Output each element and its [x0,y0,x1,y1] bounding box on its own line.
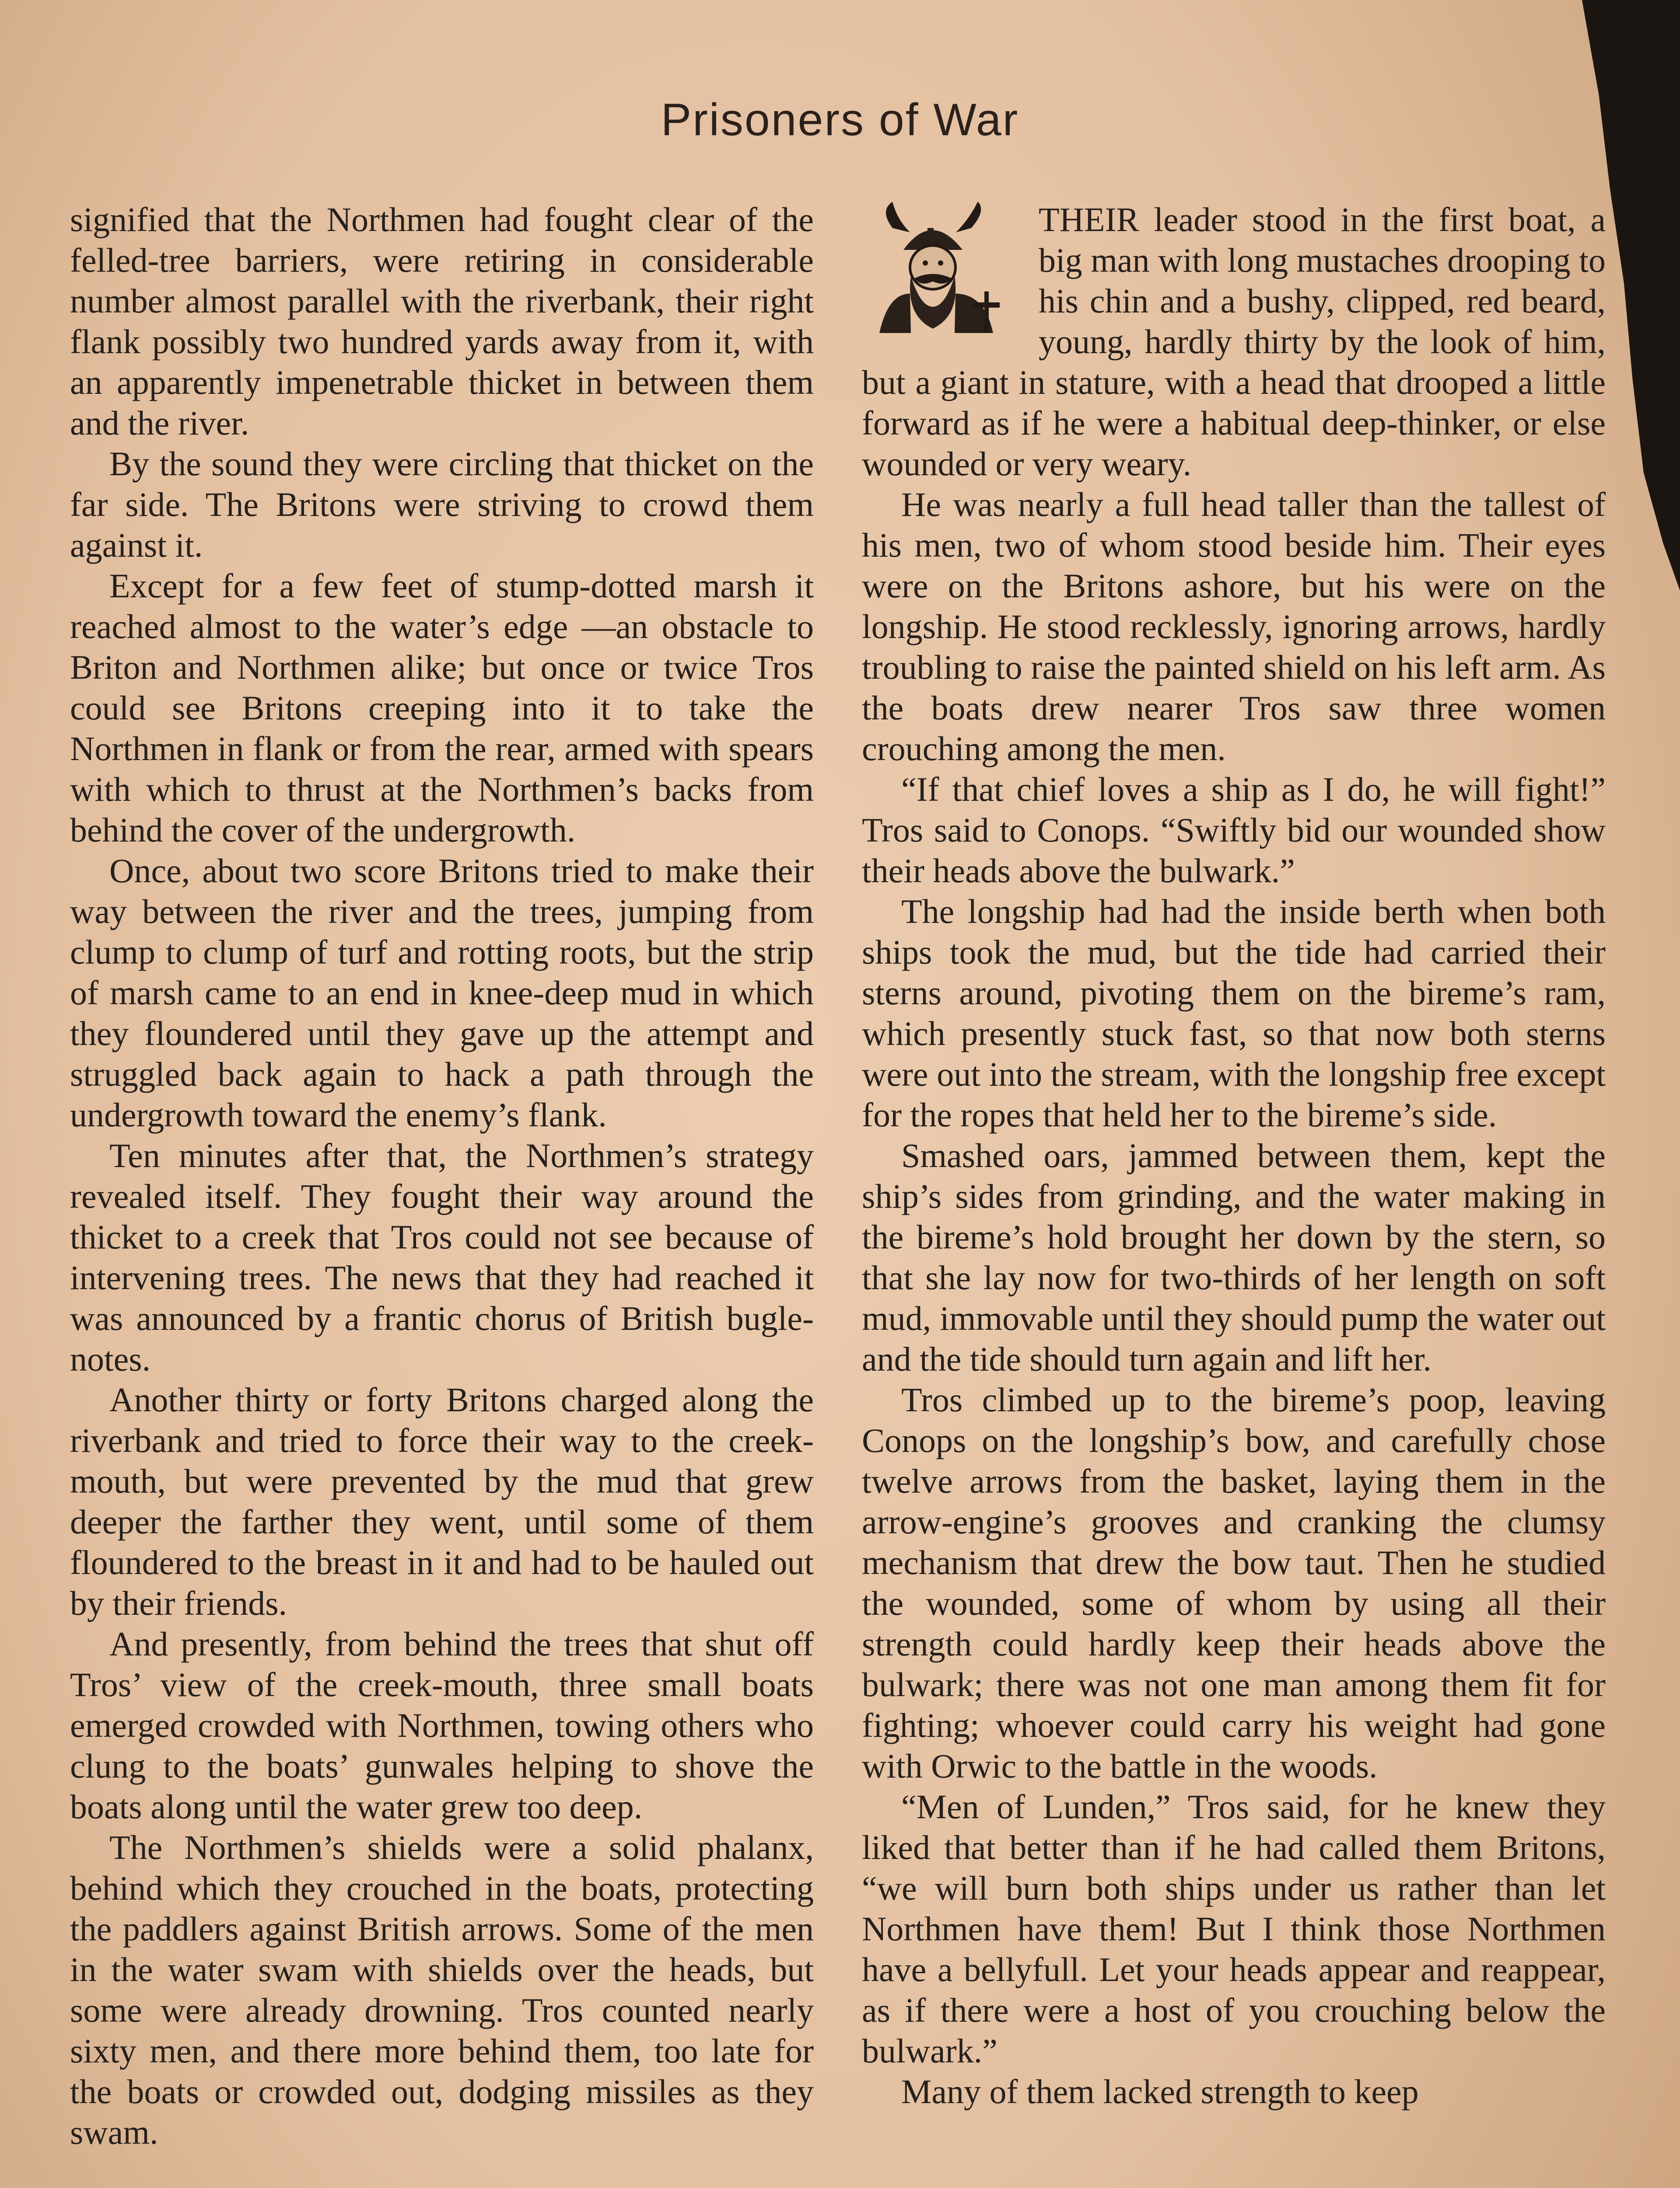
paragraph: Once, about two score Britons tried to make their way between the river and the trees, jumping from clump to clump of turf and rotting roots, but the strip of marsh came to an end in knee-deep mud in which they floundered until they gave up the attempt and struggled back again to hack a path through the undergrowth toward the enemy’s flank. [70,852,814,1134]
right-text-column [862,199,1606,2112]
paragraph: Smashed oars, jammed between them, kept the ship’s sides from grinding, and the water making in the bireme’s hold brought her down by the stern, so that she lay now for two-thirds of her length on soft mud, immovable until they should pump the water out and the tide should turn again and lift her. [862,1136,1606,1378]
left-text-column [70,199,814,2153]
paragraph: By the sound they were circling that thicket on the far side. The Britons were striving to crowd them against it. [70,445,814,564]
paragraph: And presently, from behind the trees that shut off Tros’ view of the creek-mouth, three small boats emerged crowded with Northmen, towing others who clung to the boats’ gunwales helping to shove the boats along until the water grew too deep. [70,1625,814,1826]
paragraph: “If that chief loves a ship as I do, he will fight!” Tros said to Conops. “Swiftly bid our wounded show their heads above the bulwark.” [862,770,1606,890]
paragraph: The Northmen’s shields were a solid phalanx, behind which they crouched in the boats, protecting the paddlers against British arrows. Some of the men in the water swam with shields over the heads, but some were already drowning. Tros counted nearly sixty men, and there more behind them, too late for the boats or crowded out, dodging missiles as they swam. [70,1828,814,2151]
viking-warrior-icon [862,202,1028,333]
paragraph: Except for a few feet of stump-dotted marsh it reached almost to the water’s edge —an obstacle to Briton and Northmen alike; but once or twice Tros could see Britons creeping into it to take the Northmen in flank or from the rear, armed with spears with which to thrust at the Northmen’s backs from behind the cover of the undergrowth. [70,567,814,849]
paragraph: Ten minutes after that, the Northmen’s strategy revealed itself. They fought their way around the thicket to a creek that Tros could not see because of intervening trees. The news that they had reached it was announced by a frantic chorus of British bugle-notes. [70,1136,814,1378]
paragraph: “Men of Lunden,” Tros said, for he knew they liked that better than if he had called them Britons, “we will burn both ships under us rather than let Northmen have them! But I think those Northmen have a bellyfull. Let your heads appear and reappear, as if there were a host of you crouching below the bulwark.” [862,1788,1606,2070]
paragraph: signified that the Northmen had fought clear of the felled-tree barriers, were retiring in considerable number almost parallel with the riverbank, their right flank possibly two hundred yards away from it, with an apparently impenetrable thicket in between them and the river. [70,200,814,442]
paragraph: He was nearly a full head taller than the tallest of his men, two of whom stood beside him. Their eyes were on the Britons ashore, but his were on the longship. He stood recklessly, ignoring arrows, hardly troubling to raise the painted shield on his left arm. As the boats drew nearer Tros saw three women crouching among the men. [862,485,1606,768]
paragraph: Another thirty or forty Britons charged along the riverbank and tried to force their way to the creek-mouth, but were prevented by the mud that grew deeper the farther they went, until some of them floundered to the breast in it and had to be hauled out by their friends. [70,1381,814,1622]
paragraph: THEIR leader stood in the first boat, a big man with long mustaches drooping to his chin and a bushy, clipped, red beard, young, hardly thirty by the look of him, but a giant in stature, with a head that drooped a little forward as if he were a habitual deep-thinker, or else wounded or very weary. [862,200,1606,483]
paragraph: The longship had had the inside berth when both ships took the mud, but the tide had carried their sterns around, pivoting them on the bireme’s ram, which presently stuck fast, so that now both sterns were out into the stream, with the longship free except for the ropes that held her to the bireme’s side. [862,892,1606,1134]
running-head: Prisoners of War [661,95,1019,145]
paragraph: Tros climbed up to the bireme’s poop, leaving Conops on the longship’s bow, and carefully chose twelve arrows from the basket, laying them in the arrow-engine’s grooves and cranking the clumsy mechanism that drew the bow taut. Then he studied the wounded, some of whom by using all their strength could hardly keep their heads above the bulwark; there was not one man among them fit for fighting; whoever could carry his weight had gone with Orwic to the battle in the woods. [862,1381,1606,1785]
paragraph: Many of them lacked strength to keep [901,2072,1419,2111]
